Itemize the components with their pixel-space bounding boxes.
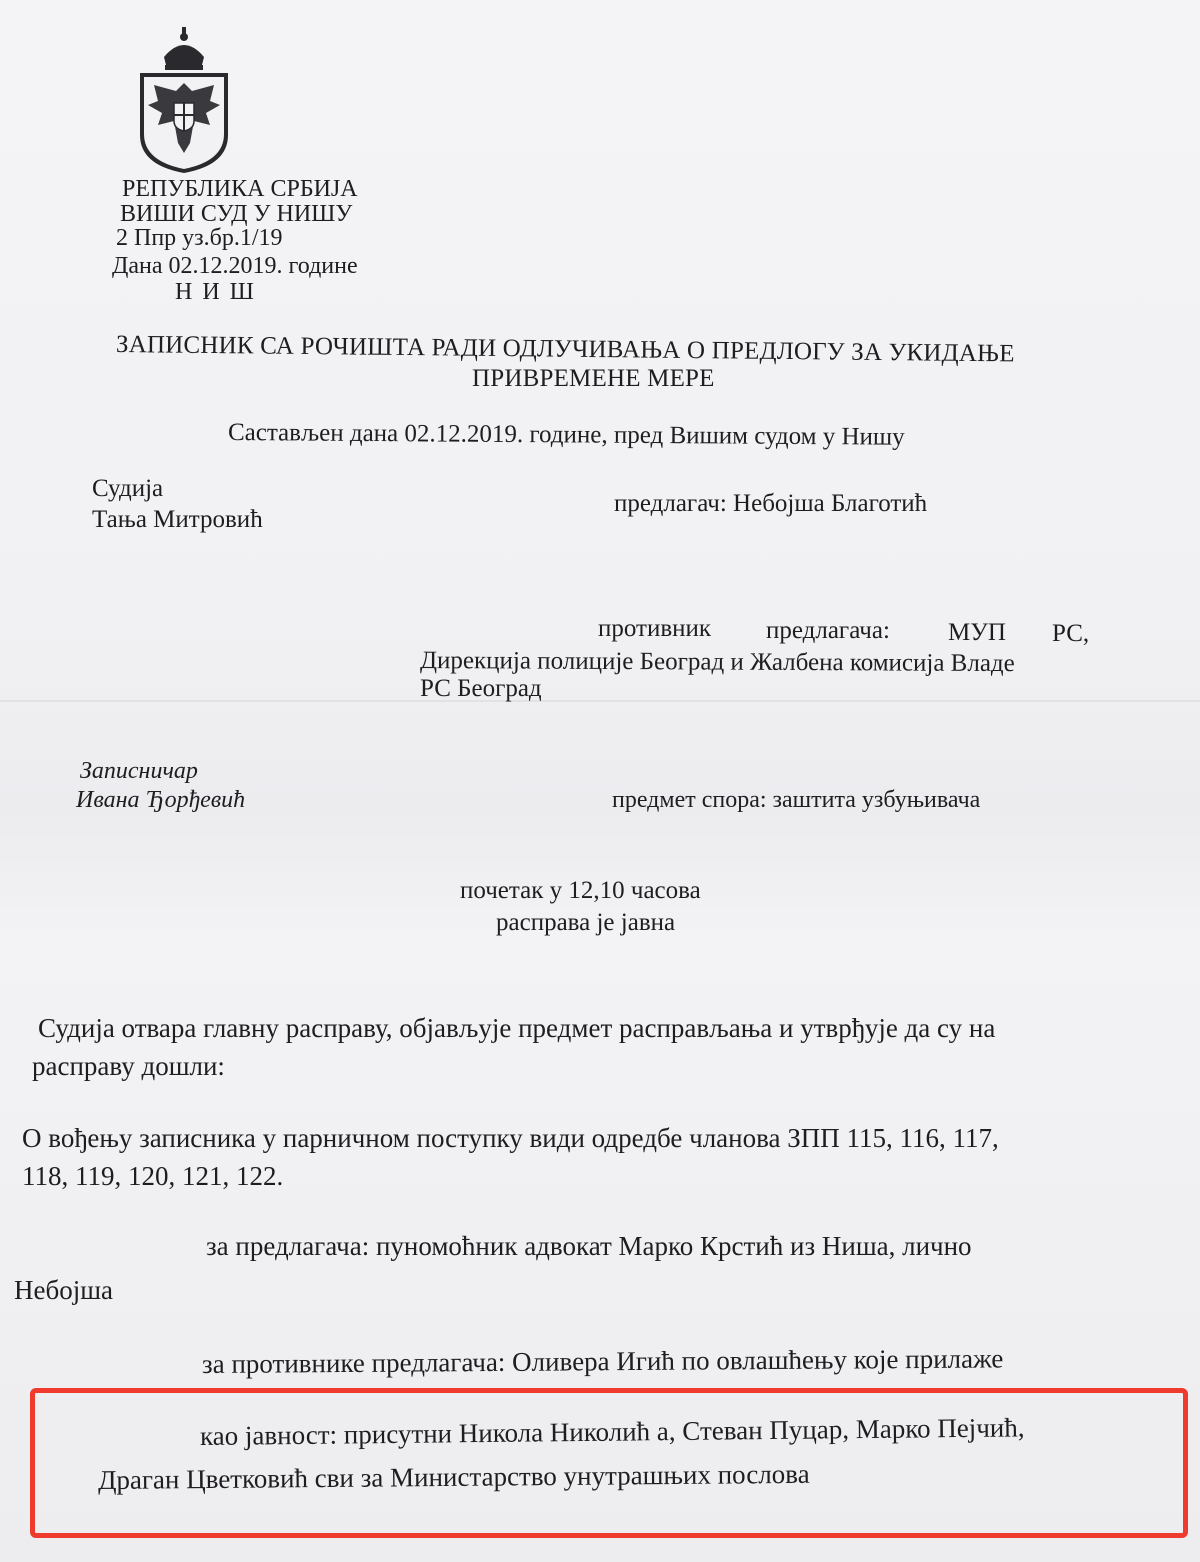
recorder-label: Записничар <box>80 758 198 784</box>
subject-line: предмет спора: заштита узбуњивача <box>612 787 981 813</box>
paragraph-3-line-1: за предлагача: пуномоћник адвокат Марко Крстић из Ниша, лично <box>206 1231 972 1261</box>
public-hearing: расправа је јавна <box>496 909 676 936</box>
proposer-line: предлагач: Небојша Благотић <box>614 490 928 517</box>
title-line-1: ЗАПИСНИК СА РОЧИШТА РАДИ ОДЛУЧИВАЊА О ПРЕДЛОГУ ЗА УКИДАЊЕ <box>115 331 1015 368</box>
paragraph-4-line-1: за противнике предлагача: Оливера Игић по овлашћењу које прилаже <box>201 1343 1004 1379</box>
header-city: Н И Ш <box>175 279 256 305</box>
title-line-2: ПРИВРЕМЕНЕ МЕРЕ <box>472 365 715 392</box>
paragraph-3-line-2: Небојша <box>14 1275 113 1305</box>
paragraph-5-line-1: као јавност: присутни Никола Николић а, Стеван Пуцар, Марко Пејчић, <box>199 1412 1025 1451</box>
opponent-word-2: предлагача: <box>766 617 890 644</box>
composed-line: Састављен дана 02.12.2019. године, пред Вишим судом у Нишу <box>227 419 905 451</box>
header-republic: РЕПУБЛИКА СРБИЈА <box>122 176 358 202</box>
opponent-word-1: противник <box>598 615 712 642</box>
serbian-coat-of-arms-icon <box>134 25 234 175</box>
opponent-word-3: МУП <box>948 619 1006 646</box>
judge-label: Судија <box>92 475 164 502</box>
recorder-name: Ивана Ђорђевић <box>76 787 246 813</box>
start-time: почетак у 12,10 часова <box>460 877 701 904</box>
paragraph-1-line-2: расправу дошли: <box>32 1051 225 1081</box>
header-court: ВИШИ СУД У НИШУ <box>120 201 353 227</box>
paragraph-2-line-1: О вођењу записника у парничном поступку види одредбе чланова ЗПП 115, 116, 117, <box>22 1123 999 1153</box>
header-date: Дана 02.12.2019. године <box>112 253 358 279</box>
paragraph-1-line-1: Судија отвара главну расправу, објављује предмет расправљања и утврђује да су на <box>38 1013 996 1043</box>
opponent-word-4: РС, <box>1052 620 1090 647</box>
judge-name: Тања Митровић <box>92 506 263 533</box>
header-case-number: 2 Ппр уз.бр.1/19 <box>116 225 283 251</box>
opponent-line-3: РС Београд <box>420 675 542 702</box>
paragraph-2-line-2: 118, 119, 120, 121, 122. <box>22 1161 284 1191</box>
paper-fold <box>0 700 1200 702</box>
opponent-line-2: Дирекција полиције Београд и Жалбена комисија Владе <box>419 647 1015 678</box>
paragraph-5-line-2: Драган Цветковић сви за Министарство унутрашњих послова <box>97 1458 810 1495</box>
